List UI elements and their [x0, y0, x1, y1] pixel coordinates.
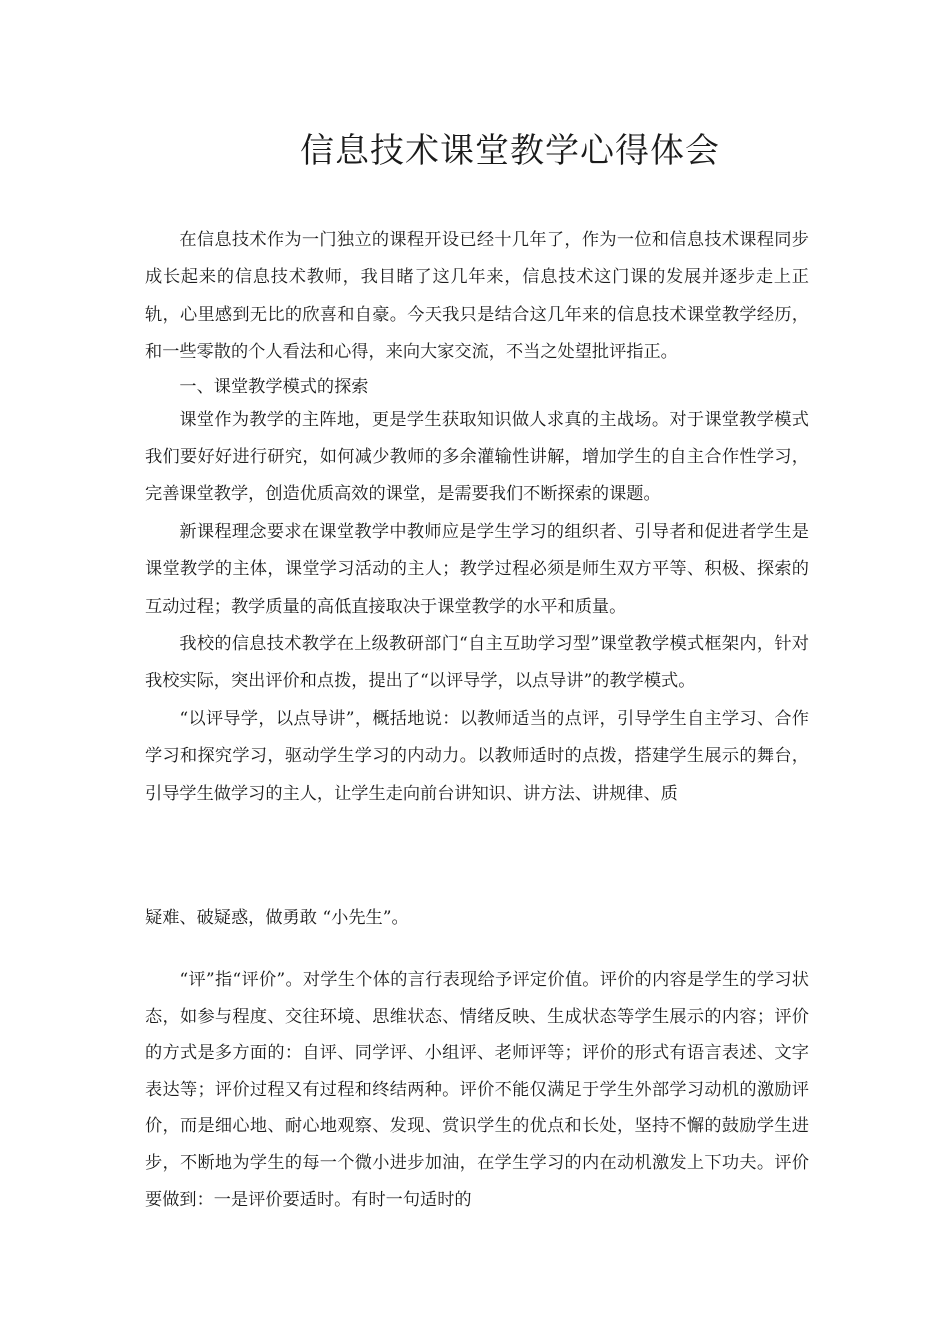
document-body-lower [145, 962, 809, 1218]
body-paragraph: “评”指“评价”。对学生个体的言行表现给予评定价值。评价的内容是学生的学习状态，如参与程度、交往环境、思维状态、情绪反映、生成状态等学生展示的内容；评价的方式是多方面的：自评、同学评、小组评、老师评等；评价的形式有语言表述、文字表达等；评价过程又有过程和终结两种。评价不能仅满足于学生外部学习动机的激励评价，而是细心地、耐心地观察、发现、赏识学生的优点和长处，坚持不懈的鼓励学生进步，不断地为学生的每一个微小进步加油，在学生学习的内在动机激发上下功夫。评价要做到：一是评价要适时。有时一句适时的 [145, 970, 809, 1210]
document-body-upper [145, 222, 809, 813]
continuation-line: 疑难、破疑惑，做勇敢 “小先生”。 [145, 908, 409, 928]
body-paragraph: “以评导学，以点导讲”，概括地说：以教师适当的点评，引导学生自主学习、合作学习和探究学习，驱动学生学习的内动力。以教师适时的点拨，搭建学生展示的舞台，引导学生做学习的主人，让学生走向前台讲知识、讲方法、讲规律、质 [145, 708, 809, 804]
body-paragraph: 我校的信息技术教学在上级教研部门“自主互助学习型”课堂教学模式框架内，针对我校实际，突出评价和点拨，提出了“以评导学，以点导讲”的教学模式。 [145, 634, 809, 692]
document-title: 信息技术课堂教学心得体会 [300, 131, 720, 171]
body-paragraph: 新课程理念要求在课堂教学中教师应是学生学习的组织者、引导者和促进者学生是课堂教学的主体，课堂学习活动的主人；教学过程必须是师生双方平等、积极、探索的互动过程；教学质量的高低直接取决于课堂教学的水平和质量。 [145, 521, 809, 617]
document-body-continuation [145, 900, 809, 936]
body-paragraph: 课堂作为教学的主阵地，更是学生获取知识做人求真的主战场。对于课堂教学模式我们要好好进行研究，如何减少教师的多余灌输性讲解，增加学生的自主合作性学习，完善课堂教学，创造优质高效的课堂，是需要我们不断探索的课题。 [145, 409, 809, 505]
section-heading: 一、课堂教学模式的探索 [179, 376, 369, 397]
intro-paragraph: 在信息技术作为一门独立的课程开设已经十几年了，作为一位和信息技术课程同步成长起来的信息技术教师，我目睹了这几年来，信息技术这门课的发展并逐步走上正轨，心里感到无比的欣喜和自豪。今天我只是结合这几年来的信息技术课堂教学经历，和一些零散的个人看法和心得，来向大家交流，不当之处望批评指正。 [145, 230, 809, 363]
